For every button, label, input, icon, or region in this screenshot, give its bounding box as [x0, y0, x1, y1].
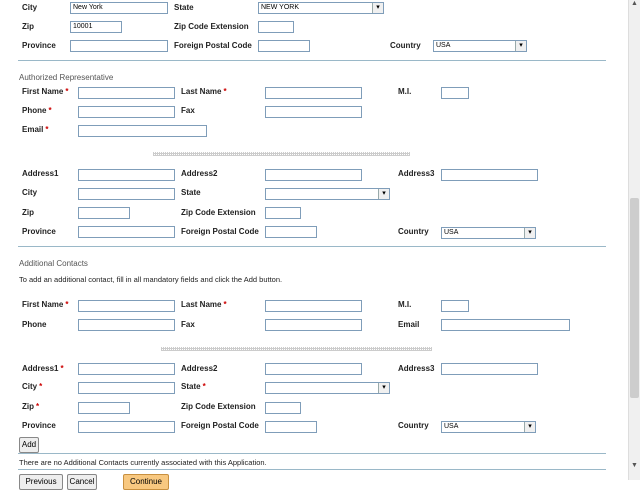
- scroll-up-icon[interactable]: ▲: [631, 0, 638, 7]
- city-input[interactable]: New York: [70, 2, 168, 14]
- province-label: Province: [22, 41, 56, 50]
- add-province-label: Province: [22, 421, 56, 430]
- section-divider: [18, 453, 606, 454]
- auth-address2-input[interactable]: [265, 169, 362, 181]
- add-zip-ext-label: Zip Code Extension: [181, 402, 256, 411]
- auth-zip-ext-input[interactable]: [265, 207, 301, 219]
- auth-first-name-label: First Name *: [22, 87, 69, 96]
- state-select-value: NEW YORK: [261, 4, 299, 11]
- country-select-value: USA: [436, 42, 451, 49]
- zip-ext-label: Zip Code Extension: [174, 22, 249, 31]
- auth-foreign-postal-label: Foreign Postal Code: [181, 227, 259, 236]
- auth-city-label: City: [22, 188, 38, 197]
- add-state-label: State *: [181, 382, 206, 391]
- chevron-down-icon: ▾: [372, 3, 383, 13]
- dotted-separator: [153, 152, 410, 156]
- city-label: City: [22, 3, 38, 12]
- auth-address3-label: Address3: [398, 169, 435, 178]
- zip-label: Zip: [22, 22, 34, 31]
- auth-email-input[interactable]: [78, 125, 207, 137]
- foreign-postal-label: Foreign Postal Code: [174, 41, 252, 50]
- province-input[interactable]: [70, 40, 168, 52]
- country-select[interactable]: [433, 40, 527, 52]
- add-address1-input[interactable]: [78, 363, 175, 375]
- cancel-button[interactable]: Cancel: [67, 474, 97, 490]
- add-first-name-label: First Name *: [22, 300, 69, 309]
- add-country-select-value: USA: [444, 423, 459, 430]
- auth-address2-label: Address2: [181, 169, 218, 178]
- add-first-name-input[interactable]: [78, 300, 175, 312]
- auth-zip-ext-label: Zip Code Extension: [181, 208, 256, 217]
- add-last-name-input[interactable]: [265, 300, 362, 312]
- auth-country-select-value: USA: [444, 229, 459, 236]
- auth-phone-input[interactable]: [78, 106, 175, 118]
- auth-email-label: Email *: [22, 125, 49, 134]
- add-foreign-postal-input[interactable]: [265, 421, 317, 433]
- auth-address3-input[interactable]: [441, 169, 538, 181]
- state-label: State: [174, 3, 194, 12]
- add-zip-ext-input[interactable]: [265, 402, 301, 414]
- add-country-label: Country: [398, 421, 429, 430]
- add-address3-label: Address3: [398, 364, 435, 373]
- add-mi-label: M.I.: [398, 300, 412, 309]
- auth-phone-label: Phone *: [22, 106, 52, 115]
- scroll-down-icon[interactable]: ▼: [631, 462, 638, 469]
- continue-button[interactable]: Continue: [123, 474, 169, 490]
- auth-last-name-input[interactable]: [265, 87, 362, 99]
- add-fax-input[interactable]: [265, 319, 362, 331]
- vertical-scrollbar[interactable]: [628, 0, 640, 480]
- zip-ext-input[interactable]: [258, 21, 294, 33]
- auth-province-label: Province: [22, 227, 56, 236]
- no-contacts-message: There are no Additional Contacts currently associated with this Application.: [19, 458, 267, 467]
- add-city-label: City *: [22, 382, 43, 391]
- section-divider: [18, 246, 606, 247]
- add-address1-label: Address1 *: [22, 364, 64, 373]
- auth-address1-input[interactable]: [78, 169, 175, 181]
- auth-province-input[interactable]: [78, 226, 175, 238]
- auth-first-name-input[interactable]: [78, 87, 175, 99]
- add-email-label: Email: [398, 320, 420, 329]
- add-foreign-postal-label: Foreign Postal Code: [181, 421, 259, 430]
- add-last-name-label: Last Name *: [181, 300, 227, 309]
- auth-city-input[interactable]: [78, 188, 175, 200]
- add-button[interactable]: Add: [19, 437, 39, 453]
- country-label: Country: [390, 41, 421, 50]
- state-select[interactable]: [258, 2, 384, 14]
- add-mi-input[interactable]: [441, 300, 469, 312]
- auth-fax-input[interactable]: [265, 106, 362, 118]
- additional-contacts-title: Additional Contacts: [19, 259, 88, 268]
- add-email-input[interactable]: [441, 319, 570, 331]
- add-zip-input[interactable]: [78, 402, 130, 414]
- auth-state-select[interactable]: [265, 188, 390, 200]
- auth-zip-label: Zip: [22, 208, 34, 217]
- add-address2-label: Address2: [181, 364, 218, 373]
- add-country-select[interactable]: [441, 421, 536, 433]
- chevron-down-icon: ▾: [524, 228, 535, 238]
- foreign-postal-input[interactable]: [258, 40, 310, 52]
- auth-zip-input[interactable]: [78, 207, 130, 219]
- add-phone-label: Phone: [22, 320, 47, 329]
- auth-fax-label: Fax: [181, 106, 195, 115]
- add-state-select[interactable]: [265, 382, 390, 394]
- auth-state-label: State: [181, 188, 201, 197]
- auth-foreign-postal-input[interactable]: [265, 226, 317, 238]
- add-province-input[interactable]: [78, 421, 175, 433]
- chevron-down-icon: ▾: [378, 383, 389, 393]
- chevron-down-icon: ▾: [378, 189, 389, 199]
- auth-country-select[interactable]: [441, 227, 536, 239]
- add-city-input[interactable]: [78, 382, 175, 394]
- auth-rep-title: Authorized Representative: [19, 73, 114, 82]
- add-fax-label: Fax: [181, 320, 195, 329]
- scrollbar-thumb[interactable]: [630, 198, 639, 398]
- additional-contacts-instructions: To add an additional contact, fill in all mandatory fields and click the Add button.: [19, 275, 283, 284]
- zip-input[interactable]: 10001: [70, 21, 122, 33]
- add-phone-input[interactable]: [78, 319, 175, 331]
- chevron-down-icon: ▾: [515, 41, 526, 51]
- auth-country-label: Country: [398, 227, 429, 236]
- auth-mi-label: M.I.: [398, 87, 412, 96]
- add-address3-input[interactable]: [441, 363, 538, 375]
- section-divider: [18, 60, 606, 61]
- auth-address1-label: Address1: [22, 169, 59, 178]
- previous-button[interactable]: Previous: [19, 474, 63, 490]
- auth-last-name-label: Last Name *: [181, 87, 227, 96]
- auth-mi-input[interactable]: [441, 87, 469, 99]
- add-zip-label: Zip *: [22, 402, 40, 411]
- chevron-down-icon: ▾: [524, 422, 535, 432]
- dotted-separator: [161, 347, 432, 351]
- section-divider: [18, 469, 606, 470]
- add-address2-input[interactable]: [265, 363, 362, 375]
